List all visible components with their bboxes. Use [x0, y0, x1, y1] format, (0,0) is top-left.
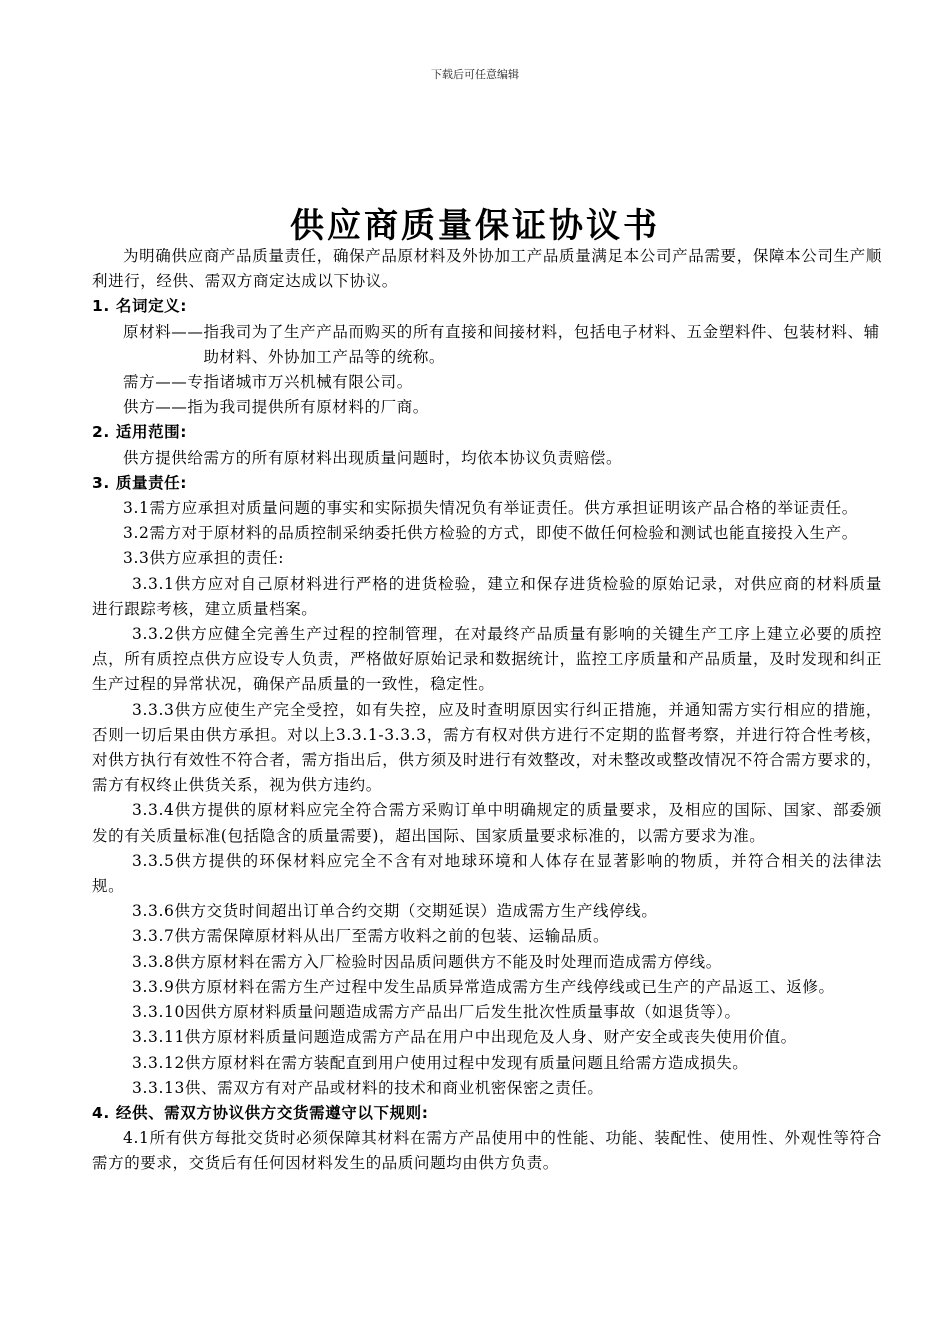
definition-supply-party: 供方——指为我司提供所有原材料的厂商。 — [123, 398, 429, 417]
clause-3-3-9: 3.3.9供方原材料在需方生产过程中发生品质异常造成需方生产线停线或已生产的产品返工、返修。 — [132, 977, 835, 996]
intro-paragraph: 为明确供应商产品质量责任，确保产品原材料及外协加工产品质量满足本公司产品需要，保障本公司生产顺利进行，经供、需双方商定达成以下协议。 — [92, 247, 882, 291]
definition-term: 原材料—— — [123, 322, 204, 341]
clause-3-3-12: 3.3.12供方原材料在需方装配直到用户使用过程中发现有质量问题且给需方造成损失。 — [132, 1053, 749, 1072]
clause-3-3-7: 3.3.7供方需保障原材料从出厂至需方收料之前的包装、运输品质。 — [132, 927, 610, 946]
section-1-heading: 1. 名词定义: — [92, 297, 188, 316]
clause-3-3-8: 3.3.8供方原材料在需方入厂检验时因品质问题供方不能及时处理而造成需方停线。 — [132, 952, 722, 971]
clause-4-1: 4.1所有供方每批交货时必须保障其材料在需方产品使用中的性能、功能、装配性、使用性、外观性等符合需方的要求，交货后有任何因材料发生的品质问题均由供方负责。 — [92, 1129, 882, 1173]
clause-3-2: 3.2需方对于原材料的品质控制采纳委托供方检验的方式，即使不做任何检验和测试也能直接投入生产。 — [123, 524, 858, 543]
clause-3-3-4: 3.3.4供方提供的原材料应完全符合需方采购订单中明确规定的质量要求，及相应的国际、国家、部委颁发的有关质量标准(包括隐含的质量需要)，超出国际、国家质量要求标准的，以需方要求为准。 — [92, 801, 882, 845]
clause-3-3-1: 3.3.1供方应对自己原材料进行严格的进货检验，建立和保存进货检验的原始记录，对供应商的材料质量进行跟踪考核，建立质量档案。 — [92, 574, 882, 618]
header-note: 下载后可任意编辑 — [431, 68, 519, 81]
clause-3-3-5: 3.3.5供方提供的环保材料应完全不含有对地球环境和人体存在显著影响的物质，并符合相关的法律法规。 — [92, 851, 882, 896]
definition-body: 指我司为了生产产品而购买的所有直接和间接材料，包括电子材料、五金塑料件、包装材料、辅助材料、外协加工产品等的统称。 — [203, 322, 880, 366]
definition-demand-party: 需方——专指诸城市万兴机械有限公司。 — [123, 373, 413, 392]
section-4-heading: 4. 经供、需双方协议供方交货需遵守以下规则: — [92, 1103, 429, 1122]
clause-3-3-10: 3.3.10因供方原材料质量问题造成需方产品出厂后发生批次性质量事故（如退货等）。 — [132, 1003, 741, 1022]
clause-3-3-13: 3.3.13供、需双方有对产品或材料的技术和商业机密保密之责任。 — [132, 1078, 604, 1097]
clause-3-3-6: 3.3.6供方交货时间超出订单合约交期（交期延误）造成需方生产线停线。 — [132, 902, 658, 921]
definition-raw-material — [92, 320, 882, 370]
clause-3-1: 3.1需方应承担对质量问题的事实和实际损失情况负有举证责任。供方承担证明该产品合格的举证责任。 — [123, 499, 858, 518]
clause-3-3: 3.3供方应承担的责任: — [123, 549, 285, 568]
clause-3-3-3: 3.3.3供方应使生产完全受控，如有失控，应及时查明原因实行纠正措施，并通知需方实行相应的措施，否则一切后果由供方承担。对以上3.3.1-3.3.3，需方有权对供方进行不定期的监督考察，并进行符合性考核，对供方执行有效性不符合者，需方指出后，供方须及时进行有效整改，对未整改或整改情况不符合需方要求的，需方有权终止供货关系，视为供方违约。 — [92, 700, 882, 795]
section-2-text: 供方提供给需方的所有原材料出现质量问题时，均依本协议负责赔偿。 — [123, 448, 623, 467]
document-title: 供应商质量保证协议书 — [290, 206, 660, 246]
clause-3-3-2: 3.3.2供方应健全完善生产过程的控制管理，在对最终产品质量有影响的关键生产工序上建立必要的质控点，所有质控点供方应设专人负责，严格做好原始记录和数据统计，监控工序质量和产品质量，及时发现和纠正生产过程的异常状况，确保产品质量的一致性，稳定性。 — [92, 625, 882, 694]
section-3-heading: 3. 质量责任: — [92, 473, 188, 492]
clause-3-3-11: 3.3.11供方原材料质量问题造成需方产品在用户中出现危及人身、财产安全或丧失使用价值。 — [132, 1028, 797, 1047]
section-2-heading: 2. 适用范围: — [92, 423, 188, 442]
document-body — [92, 244, 882, 1177]
